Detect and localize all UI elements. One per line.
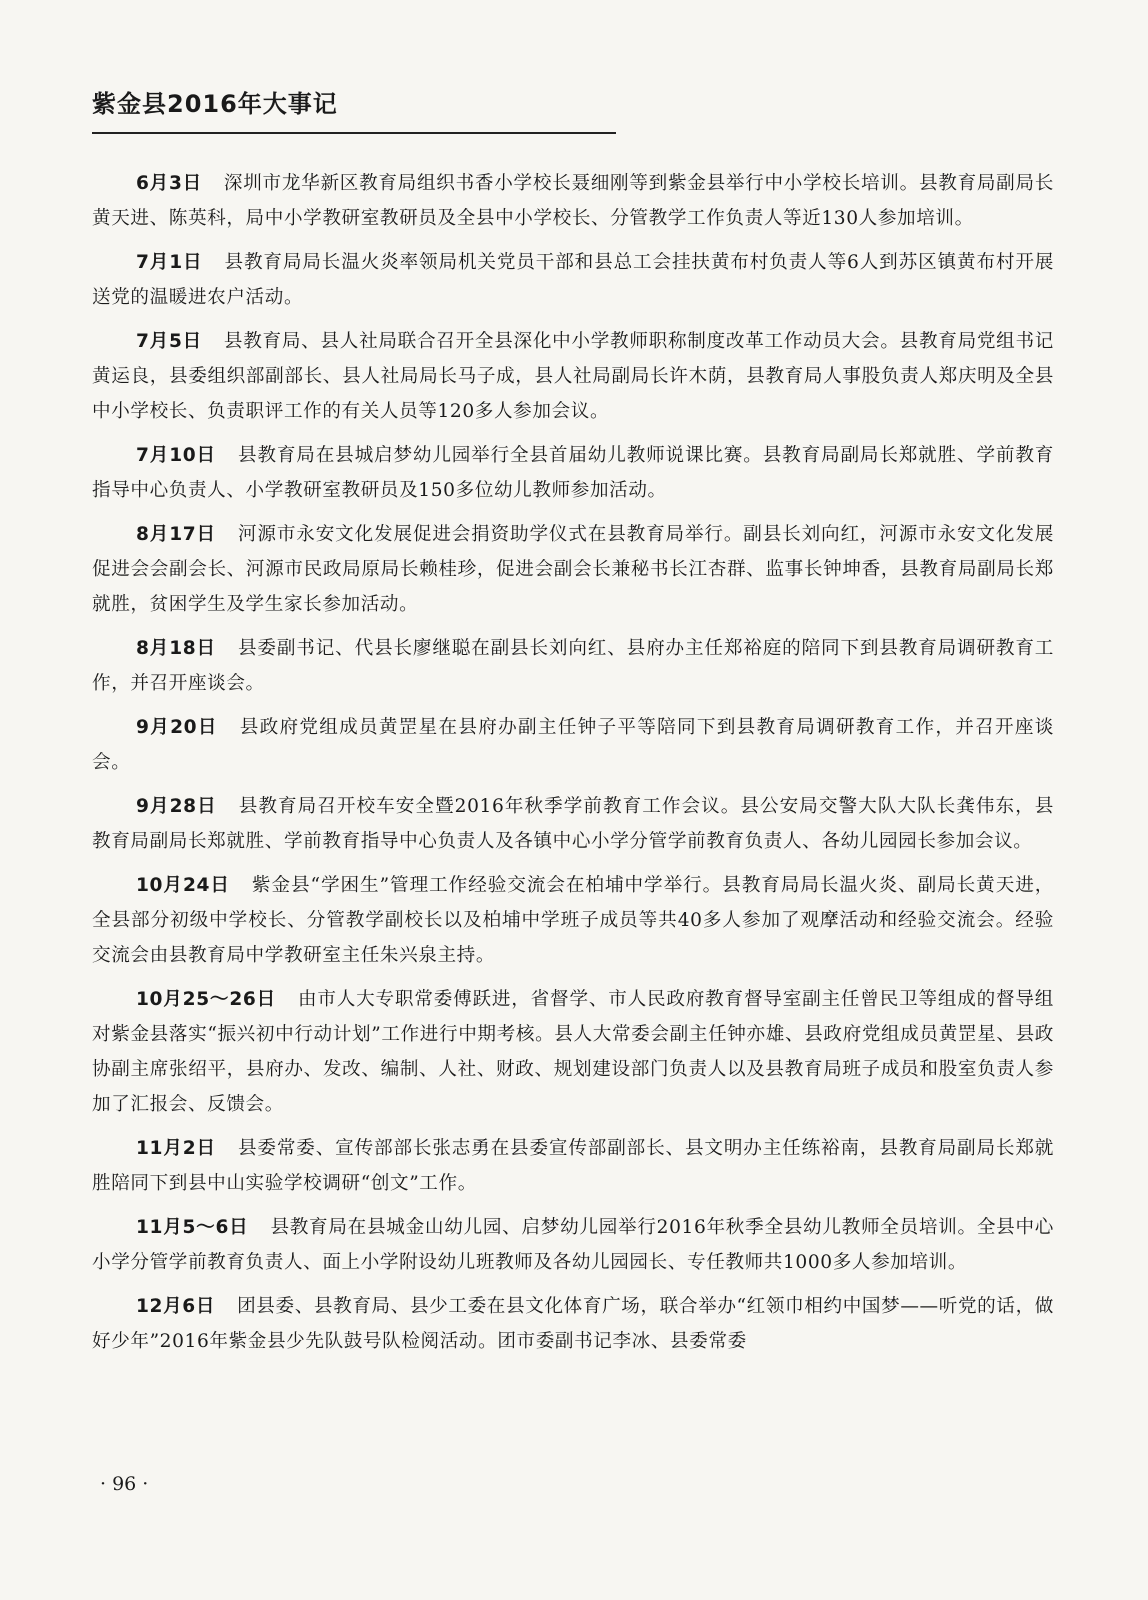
entry-text: 县委副书记、代县长廖继聪在副县长刘向红、县府办主任郑裕庭的陪同下到县教育局调研教育工作，并召开座谈会。 (92, 638, 1054, 694)
entry-date: 7月1日 (136, 252, 203, 273)
entry-date: 7月10日 (136, 445, 216, 466)
chronicle-entry (92, 868, 1054, 973)
chronicle-entry (92, 517, 1054, 622)
entry-date: 11月5～6日 (136, 1217, 249, 1238)
entry-text: 县教育局在县城金山幼儿园、启梦幼儿园举行2016年秋季全县幼儿教师全员培训。全县中心小学分管学前教育负责人、面上小学附设幼儿班教师及各幼儿园园长、专任教师共1000多人参加培训。 (92, 1217, 1054, 1273)
chronicle-entry (92, 166, 1054, 236)
entry-text: 县教育局在县城启梦幼儿园举行全县首届幼儿教师说课比赛。县教育局副局长郑就胜、学前教育指导中心负责人、小学教研室教研员及150多位幼儿教师参加活动。 (92, 445, 1054, 501)
entry-text: 县教育局局长温火炎率领局机关党员干部和县总工会挂扶黄布村负责人等6人到苏区镇黄布村开展送党的温暖进农户活动。 (92, 252, 1054, 308)
chronicle-entry (92, 245, 1054, 315)
entry-date: 9月20日 (136, 717, 218, 738)
entry-text: 深圳市龙华新区教育局组织书香小学校长聂细刚等到紫金县举行中小学校长培训。县教育局副局长黄天进、陈英科，局中小学教研室教研员及全县中小学校长、分管教学工作负责人等近130人参加培训。 (92, 173, 1054, 229)
chronicle-entry (92, 631, 1054, 701)
chronicle-entry (92, 1210, 1054, 1280)
chronicle-entry (92, 1289, 1054, 1359)
chronicle-entry (92, 982, 1054, 1122)
entry-date: 11月2日 (136, 1138, 216, 1159)
chronicle-entry (92, 324, 1054, 429)
entry-date: 10月25～26日 (136, 989, 276, 1010)
chronicle-entry (92, 789, 1054, 859)
entry-date: 12月6日 (136, 1296, 216, 1317)
entry-date: 10月24日 (136, 875, 230, 896)
entry-text: 河源市永安文化发展促进会捐资助学仪式在县教育局举行。副县长刘向红，河源市永安文化发展促进会会副会长、河源市民政局原局长赖桂珍，促进会副会长兼秘书长江杏群、监事长钟坤香，县教育局副局长郑就胜，贫困学生及学生家长参加活动。 (92, 524, 1054, 615)
header-rule (92, 132, 616, 134)
chronicle-entry (92, 710, 1054, 780)
entry-text: 县教育局召开校车安全暨2016年秋季学前教育工作会议。县公安局交警大队大队长龚伟东，县教育局副局长郑就胜、学前教育指导中心负责人及各镇中心小学分管学前教育负责人、各幼儿园园长参加会议。 (92, 796, 1054, 852)
entry-text: 县教育局、县人社局联合召开全县深化中小学教师职称制度改革工作动员大会。县教育局党组书记黄运良，县委组织部副部长、县人社局局长马子成，县人社局副局长许木荫，县教育局人事股负责人郑庆明及全县中小学校长、负责职评工作的有关人员等120多人参加会议。 (92, 331, 1054, 422)
entry-text: 由市人大专职常委傅跃进，省督学、市人民政府教育督导室副主任曾民卫等组成的督导组对紫金县落实“振兴初中行动计划”工作进行中期考核。县人大常委会副主任钟亦雄、县政府党组成员黄罡星、县政协副主席张绍平，县府办、发改、编制、人社、财政、规划建设部门负责人以及县教育局班子成员和股室负责人参加了汇报会、反馈会。 (92, 989, 1054, 1115)
entry-date: 7月5日 (136, 331, 202, 352)
entry-date: 6月3日 (136, 173, 202, 194)
chronicle-body (92, 166, 1054, 1368)
page-number: · 96 · (100, 1473, 149, 1495)
chronicle-entry (92, 1131, 1054, 1201)
entry-text: 县委常委、宣传部部长张志勇在县委宣传部副部长、县文明办主任练裕南，县教育局副局长郑就胜陪同下到县中山实验学校调研“创文”工作。 (92, 1138, 1054, 1194)
entry-date: 8月18日 (136, 638, 216, 659)
entry-date: 9月28日 (136, 796, 217, 817)
chronicle-entry (92, 438, 1054, 508)
entry-date: 8月17日 (136, 524, 216, 545)
entry-text: 紫金县“学困生”管理工作经验交流会在柏埔中学举行。县教育局局长温火炎、副局长黄天进，全县部分初级中学校长、分管教学副校长以及柏埔中学班子成员等共40多人参加了观摩活动和经验交流会。经验交流会由县教育局中学教研室主任朱兴泉主持。 (92, 875, 1054, 966)
running-header: 紫金县2016年大事记 (92, 90, 338, 118)
entry-text: 县政府党组成员黄罡星在县府办副主任钟子平等陪同下到县教育局调研教育工作，并召开座谈会。 (92, 717, 1054, 773)
entry-text: 团县委、县教育局、县少工委在县文化体育广场，联合举办“红领巾相约中国梦——听党的话，做好少年”2016年紫金县少先队鼓号队检阅活动。团市委副书记李冰、县委常委 (92, 1296, 1054, 1352)
